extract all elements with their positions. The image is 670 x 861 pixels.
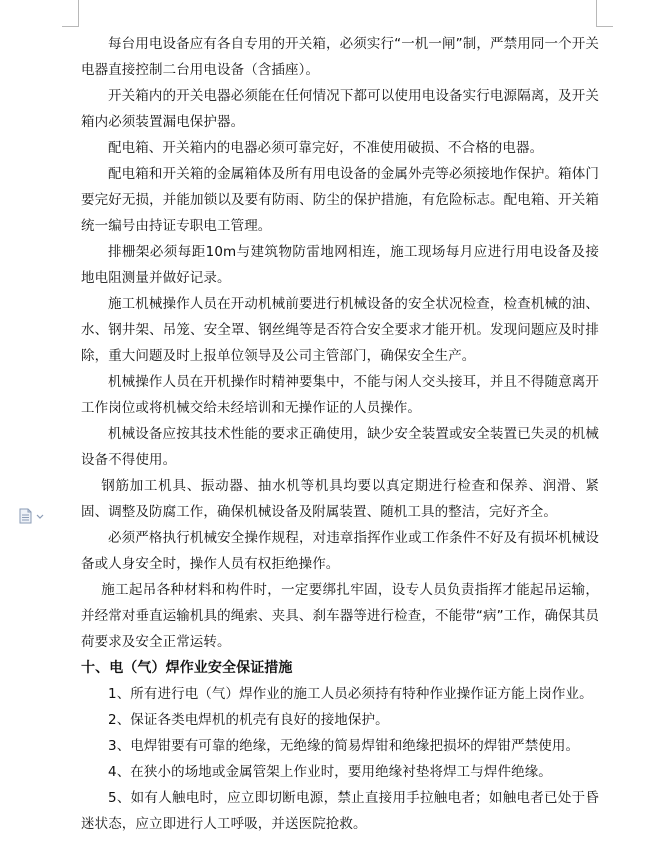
paragraph: 施工起吊各种材料和构件时，一定要绑扎牢固，设专人员负责指挥才能起吊运输，并经常对垂直运输机具的绳索、夹具、刹车器等进行检查，不能带“病”工作，确保其员荷要求及安全正常运转。 xyxy=(81,582,599,650)
crop-mark-top-right-vertical xyxy=(596,0,597,26)
section-heading: 十、电（气）焊作业安全保证措施 xyxy=(81,660,293,676)
list-item: 3、电焊钳要有可靠的绝缘，无绝缘的简易焊钳和绝缘把损坏的焊钳严禁使用。 xyxy=(108,738,580,754)
document-body xyxy=(81,31,599,837)
paragraph: 排栅架必须每距10m与建筑物防雷地网相连，施工现场每月应进行用电设备及接地电阻测量并做好记录。 xyxy=(81,244,599,286)
crop-mark-top-left-vertical xyxy=(78,0,79,26)
paragraph: 开关箱内的开关电器必须能在任何情况下都可以使用电设备实行电源隔离，及开关箱内必须装置漏电保护器。 xyxy=(81,88,599,130)
paragraph: 机械操作人员在开机操作时精神要集中，不能与闲人交头接耳，并且不得随意离开工作岗位或将机械交给未经培训和无操作证的人员操作。 xyxy=(81,374,599,416)
list-item: 2、保证各类电焊机的机壳有良好的接地保护。 xyxy=(108,712,389,728)
list-item: 5、如有人触电时，应立即切断电源，禁止直接用手拉触电者；如触电者已处于昏迷状态，应立即进行人工呼吸，并送医院抢救。 xyxy=(81,790,599,832)
paragraph: 钢筋加工机具、振动器、抽水机等机具均要以真定期进行检查和保养、润滑、紧固、调整及防腐工作，确保机械设备及附属装置、随机工具的整洁，完好齐全。 xyxy=(81,478,599,520)
crop-mark-top-left-horizontal xyxy=(62,26,79,27)
paragraph: 配电箱和开关箱的金属箱体及所有用电设备的金属外壳等必须接地作保护。箱体门要完好无损，并能加锁以及要有防雨、防尘的保护措施，有危险标志。配电箱、开关箱统一编号由持证专职电工管理。 xyxy=(81,166,599,234)
paragraph: 配电箱、开关箱内的电器必须可靠完好，不准使用破损、不合格的电器。 xyxy=(108,140,544,156)
paragraph: 机械设备应按其技术性能的要求正确使用，缺少安全装置或安全装置已失灵的机械设备不得使用。 xyxy=(81,426,599,468)
list-item: 1、所有进行电（气）焊作业的施工人员必须持有特种作业操作证方能上岗作业。 xyxy=(108,686,593,702)
paragraph: 每台用电设备应有各自专用的开关箱，必须实行“一机一闸”制，严禁用同一个开关电器直接控制二台用电设备（含插座）。 xyxy=(81,36,599,78)
document-icon[interactable] xyxy=(18,508,46,524)
crop-mark-top-right-horizontal xyxy=(596,26,613,27)
paragraph: 施工机械操作人员在开动机械前要进行机械设备的安全状况检查，检查机械的油、水、钢井架、吊笼、安全罩、钢丝绳等是否符合安全要求才能开机。发现问题应及时排除，重大问题及时上报单位领导及公司主管部门，确保安全生产。 xyxy=(81,296,599,364)
paragraph: 必须严格执行机械安全操作规程，对违章指挥作业或工作条件不好及有损坏机械设备或人身安全时，操作人员有权拒绝操作。 xyxy=(81,530,599,572)
list-item: 4、在狭小的场地或金属管架上作业时，要用绝缘衬垫将焊工与焊件绝缘。 xyxy=(108,764,552,780)
